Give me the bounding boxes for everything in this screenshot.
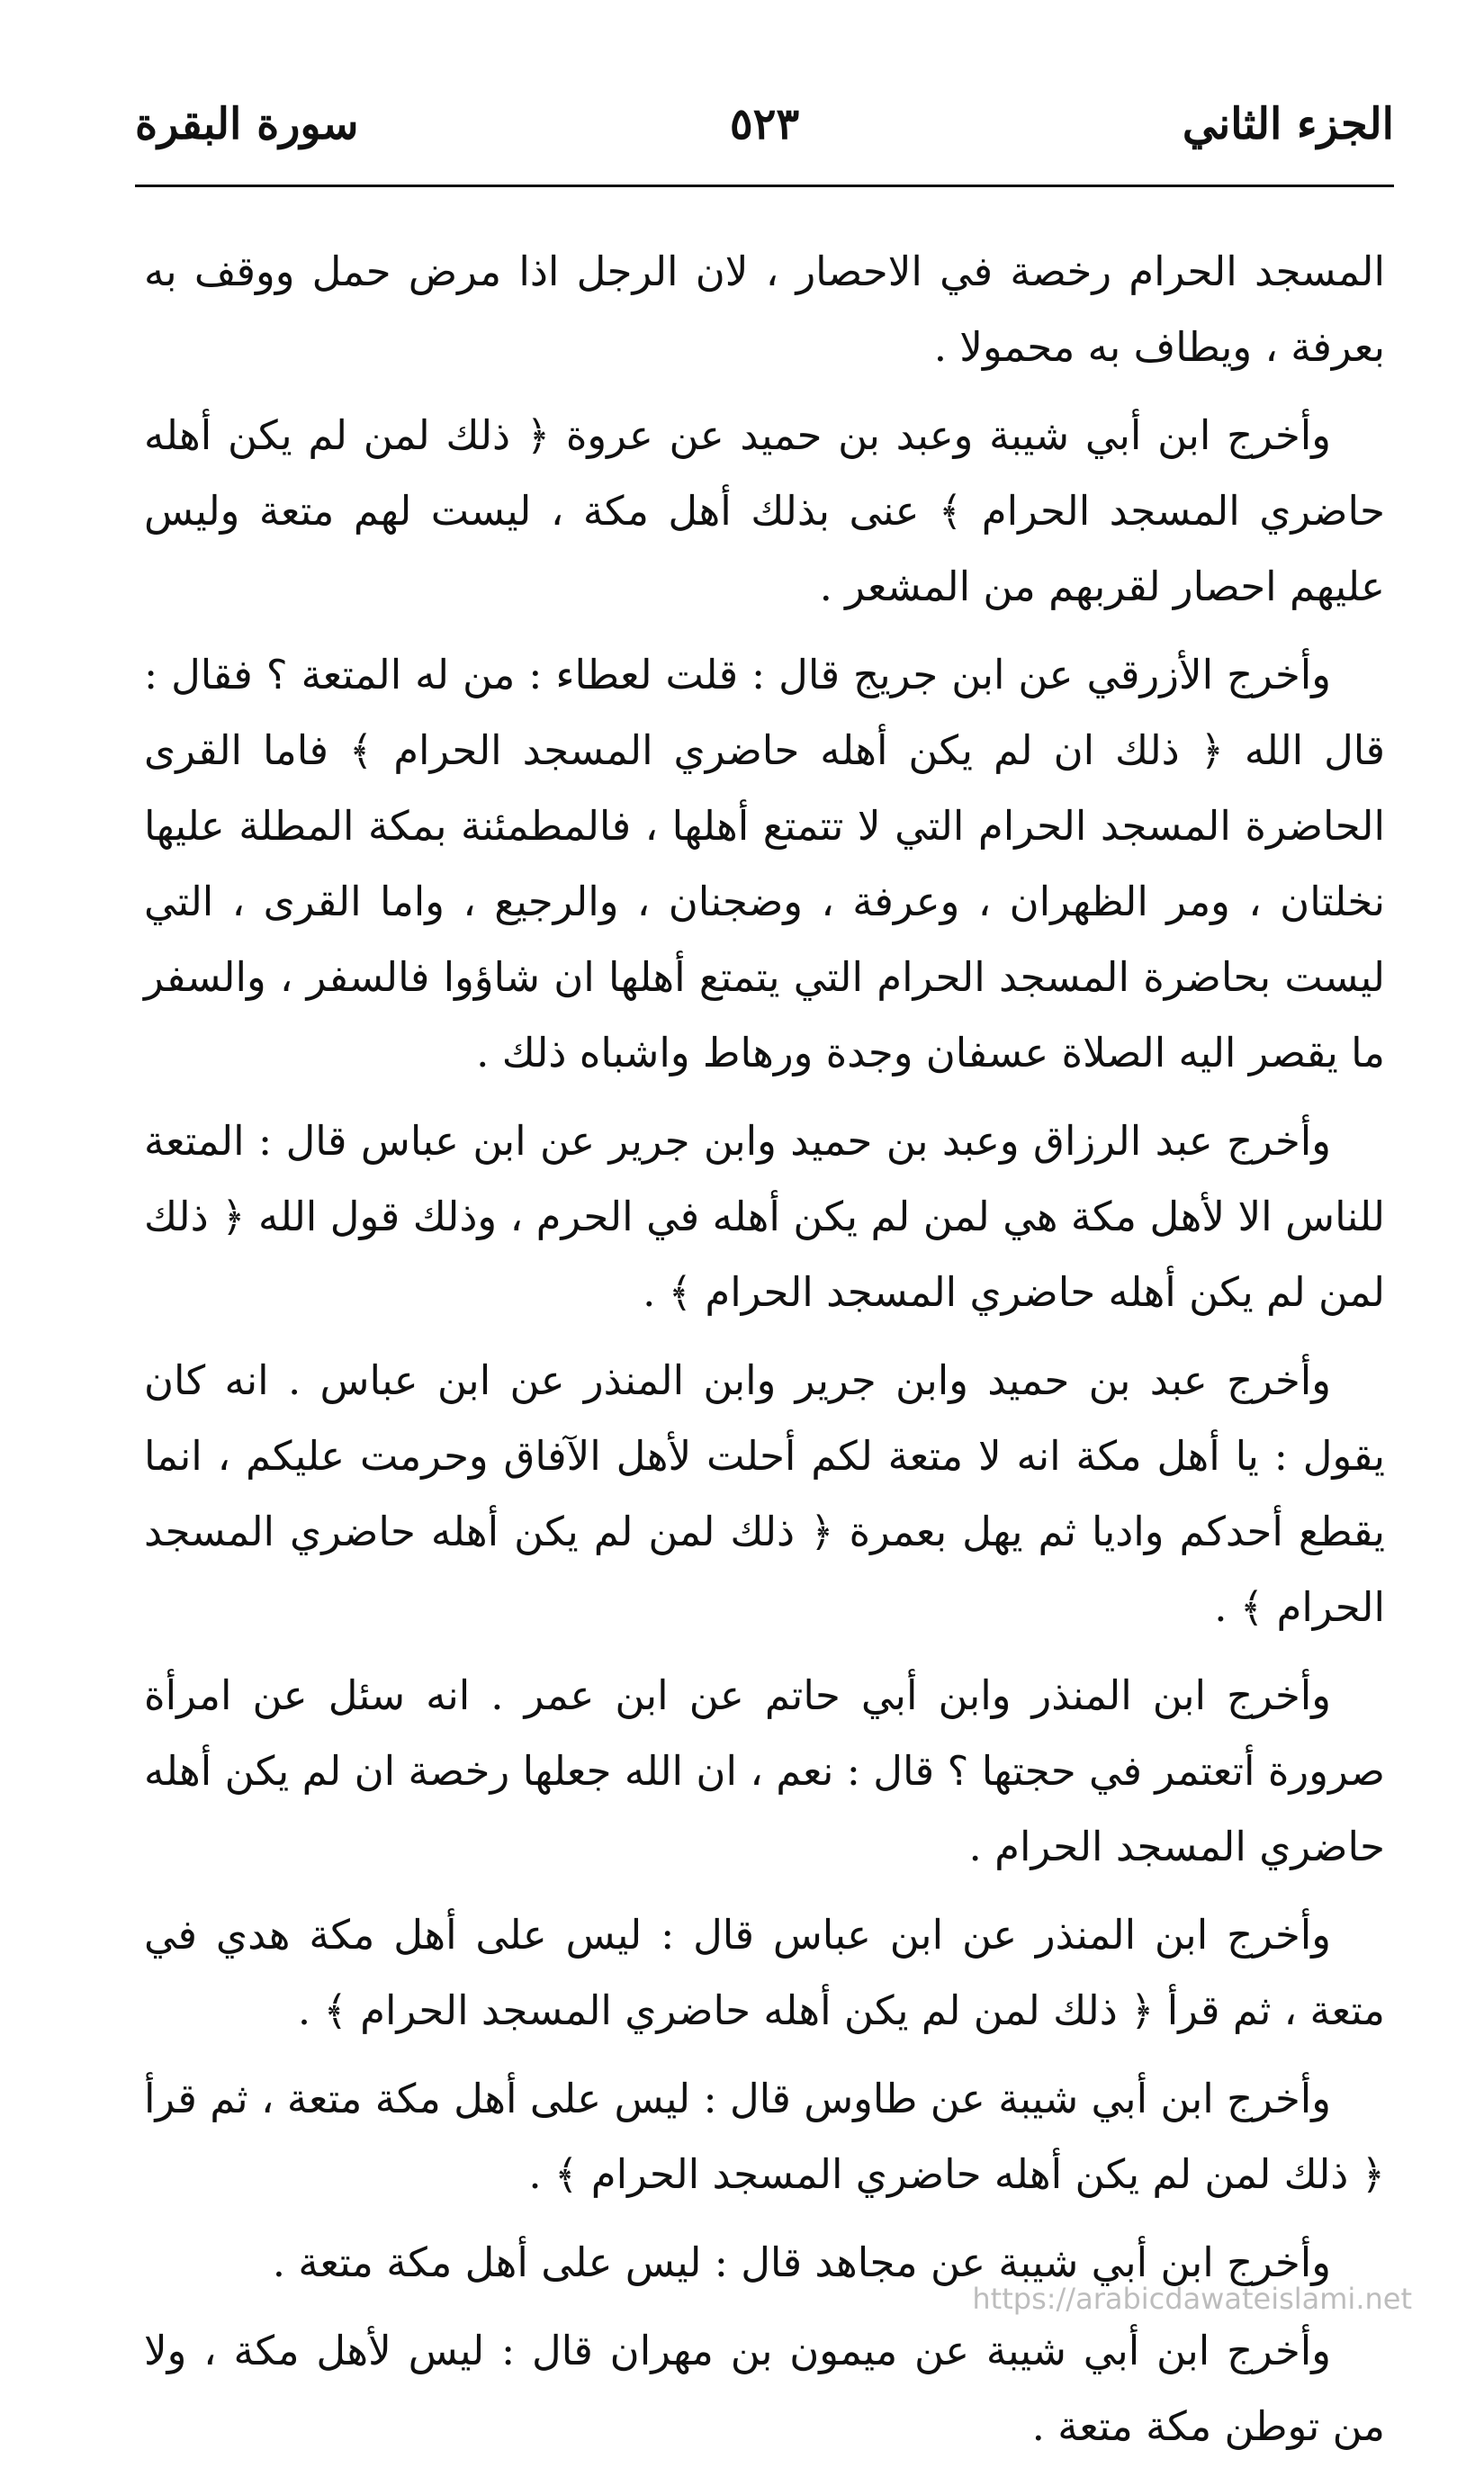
page-number: ٥٢٣ — [729, 99, 800, 149]
paragraph: وأخرج الأزرقي عن ابن جريج قال : قلت لعطاء : من له المتعة ؟ فقال : قال الله ﴿ ذلك ان لم يكن أهله حاضري المسجد الحرام ﴾ فاما القرى الحاضرة المسجد الحرام التي لا تتمتع أهلها ، فالمطمئنة بمكة المطلة عليها نخلتان ، ومر الظهران ، وعرفة ، وضجنان ، والرجيع ، واما القرى ، التي ليست بحاضرة المسجد الحرام التي يتمتع أهلها ان شاؤوا فالسفر ، والسفر ما يقصر اليه الصلاة عسفان وجدة ورهاط واشباه ذلك . — [144, 651, 1385, 1076]
paragraph: وأخرج ابن المنذر عن ابن عباس قال : ليس على أهل مكة هدي في متعة ، ثم قرأ ﴿ ذلك لمن لم يكن أهله حاضري المسجد الحرام ﴾ . — [144, 1911, 1385, 2034]
paragraph: المسجد الحرام رخصة في الاحصار ، لان الرجل اذا مرض حمل ووقف به بعرفة ، ويطاف به محمولا . — [144, 248, 1385, 371]
part-title: الجزء الثاني — [1182, 99, 1394, 149]
watermark-url: https://arabicdawateislami.net — [972, 2282, 1412, 2316]
page-body — [144, 234, 1385, 2477]
header-divider — [135, 185, 1394, 187]
paragraph: وأخرج ابن أبي شيبة عن مجاهد قال : ليس على أهل مكة متعة . — [272, 2238, 1331, 2286]
surah-title: سورة البقرة — [135, 99, 359, 149]
paragraph: وأخرج ابن المنذر وابن أبي حاتم عن ابن عمر . انه سئل عن امرأة صرورة أتعتمر في حجتها ؟ قال : نعم ، ان الله جعلها رخصة ان لم يكن أهله حاضري المسجد الحرام . — [144, 1671, 1385, 1870]
paragraph: وأخرج ابن أبي شيبة عن ميمون بن مهران قال : ليس لأهل مكة ، ولا من توطن مكة متعة . — [144, 2327, 1385, 2450]
paragraph: وأخرج عبد بن حميد وابن جرير وابن المنذر عن ابن عباس . انه كان يقول : يا أهل مكة انه لا متعة لكم أحلت لأهل الآفاق وحرمت عليكم ، انما يقطع أحدكم واديا ثم يهل بعمرة ﴿ ذلك لمن لم يكن أهله حاضري المسجد الحرام ﴾ . — [144, 1356, 1385, 1631]
paragraph: وأخرج ابن أبي شيبة عن طاوس قال : ليس على أهل مكة متعة ، ثم قرأ ﴿ ذلك لمن لم يكن أهله حاضري المسجد الحرام ﴾ . — [144, 2075, 1385, 2198]
page-header — [135, 99, 1394, 171]
paragraph: وأخرج عبد الرزاق وعبد بن حميد وابن جرير عن ابن عباس قال : المتعة للناس الا لأهل مكة هي لمن لم يكن أهله في الحرم ، وذلك قول الله ﴿ ذلك لمن لم يكن أهله حاضري المسجد الحرام ﴾ . — [144, 1117, 1385, 1316]
paragraph: وأخرج ابن أبي شيبة وعبد بن حميد عن عروة ﴿ ذلك لمن لم يكن أهله حاضري المسجد الحرام ﴾ عنى بذلك أهل مكة ، ليست لهم متعة وليس عليهم احصار لقربهم من المشعر . — [144, 411, 1385, 610]
